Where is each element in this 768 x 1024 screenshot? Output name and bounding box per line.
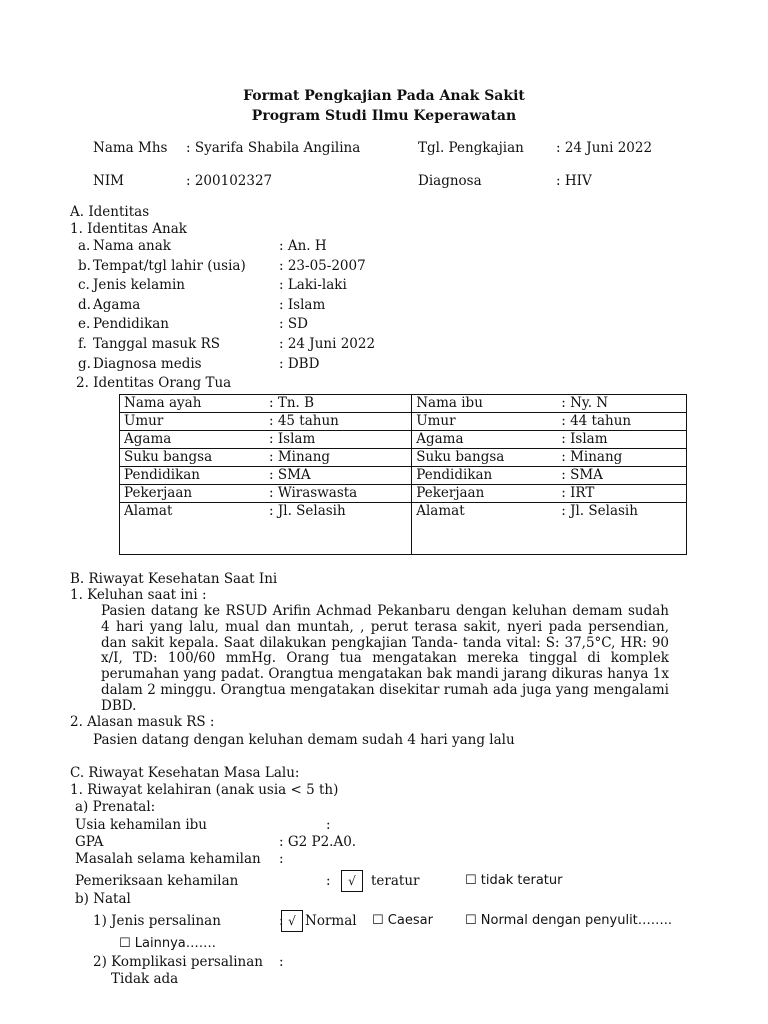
table-cell: Agama: [412, 431, 558, 449]
table-row: [120, 449, 687, 467]
pemeriksaan-colon: :: [326, 873, 331, 889]
table-row: [120, 503, 687, 555]
item-letter: b.: [78, 258, 91, 274]
teratur-checkbox[interactable]: √: [341, 870, 363, 892]
section-a-heading: A. Identitas: [70, 204, 150, 220]
alasan-text: Pasien datang dengan keluhan demam sudah 4 hari yang lalu: [93, 732, 515, 748]
table-row: [120, 413, 687, 431]
table-cell: Pekerjaan: [412, 485, 558, 503]
table-cell: : 45 tahun: [265, 413, 412, 431]
gpa-value: : G2 P2.A0.: [279, 834, 357, 850]
table-cell: : 44 tahun: [557, 413, 686, 431]
masalah-kehamilan-label: Masalah selama kehamilan: [75, 851, 261, 867]
normal-checkbox[interactable]: √: [281, 910, 303, 932]
section-c-heading: C. Riwayat Kesehatan Masa Lalu:: [70, 765, 300, 781]
item-label: Pendidikan: [93, 316, 170, 332]
table-cell: Pendidikan: [412, 467, 558, 485]
item-value: : Laki-laki: [279, 277, 347, 293]
table-cell: Alamat: [120, 503, 266, 555]
item-label: Tempat/tgl lahir (usia): [93, 258, 246, 274]
item-value: : An. H: [279, 238, 327, 254]
teratur-label: teratur: [371, 873, 420, 889]
table-row: [120, 485, 687, 503]
table-row: [120, 431, 687, 449]
item-label: Tanggal masuk RS: [93, 336, 220, 352]
tidak-teratur-option[interactable]: ☐ tidak teratur: [465, 873, 563, 888]
table-cell: : Tn. B: [265, 395, 412, 413]
table-cell: : SMA: [557, 467, 686, 485]
item-value: : Islam: [279, 297, 326, 313]
table-cell: Nama ayah: [120, 395, 266, 413]
usia-kehamilan-label: Usia kehamilan ibu: [75, 817, 208, 833]
nama-mhs-value: : Syarifa Shabila Angilina: [186, 140, 361, 156]
masalah-kehamilan-colon: :: [279, 851, 284, 867]
item-letter: g.: [78, 356, 91, 372]
table-cell: Agama: [120, 431, 266, 449]
jenis-persalinan-label: 1) Jenis persalinan: [93, 913, 221, 929]
jenis-persalinan-colon: :: [279, 913, 284, 929]
parents-table: [119, 394, 687, 555]
table-cell: Alamat: [412, 503, 558, 555]
gpa-label: GPA: [75, 834, 104, 850]
nim-label: NIM: [93, 173, 124, 189]
identitas-anak-heading: 1. Identitas Anak: [70, 221, 187, 237]
document-title: Format Pengkajian Pada Anak Sakit: [243, 88, 525, 104]
lainnya-option[interactable]: ☐ Lainnya…….: [119, 936, 216, 951]
item-letter: a.: [78, 238, 91, 254]
item-label: Jenis kelamin: [93, 277, 185, 293]
table-cell: Nama ibu: [412, 395, 558, 413]
keluhan-text: Pasien datang ke RSUD Arifin Achmad Pekanbaru dengan keluhan demam sudah 4 hari yang lalu, mual dan muntah, , perut terasa sakit, nyeri pada persendian, dan sakit kepala. Saat dilakukan pengkajian Tanda- tanda vital: S: 37,5°C, HR: 90 x/I, TD: 100/60 mmHg. Orang tua mengatakan mereka tinggal di komplek perumahan yang padat. Orangtua mengatakan bak mandi jarang dikuras hanya 1x dalam 2 minggu. Orangtua mengatakan disekitar rumah ada juga yang mengalami DBD.: [101, 603, 669, 714]
item-label: Diagnosa medis: [93, 356, 202, 372]
item-value: : 24 Juni 2022: [279, 336, 376, 352]
table-cell: : Jl. Selasih: [265, 503, 412, 555]
table-cell: : Islam: [265, 431, 412, 449]
item-value: : 23-05-2007: [279, 258, 366, 274]
komplikasi-persalinan-colon: :: [279, 954, 284, 970]
diagnosa-label: Diagnosa: [418, 173, 482, 189]
table-cell: : IRT: [557, 485, 686, 503]
caesar-option[interactable]: ☐ Caesar: [372, 913, 433, 928]
normal-label: Normal: [305, 913, 357, 929]
table-cell: Pekerjaan: [120, 485, 266, 503]
table-cell: : Minang: [265, 449, 412, 467]
item-value: : DBD: [279, 356, 320, 372]
table-cell: : Minang: [557, 449, 686, 467]
item-letter: c.: [78, 277, 90, 293]
riwayat-kelahiran-heading: 1. Riwayat kelahiran (anak usia < 5 th): [70, 782, 339, 798]
table-cell: Suku bangsa: [120, 449, 266, 467]
table-cell: Umur: [120, 413, 266, 431]
nim-value: : 200102327: [186, 173, 273, 189]
natal-heading: b) Natal: [75, 891, 131, 907]
table-cell: : Wiraswasta: [265, 485, 412, 503]
item-value: : SD: [279, 316, 308, 332]
tgl-pengkajian-label: Tgl. Pengkajian: [418, 140, 524, 156]
item-label: Nama anak: [93, 238, 171, 254]
prenatal-heading: a) Prenatal:: [75, 799, 156, 815]
table-cell: : Islam: [557, 431, 686, 449]
keluhan-label: 1. Keluhan saat ini :: [70, 587, 207, 603]
table-row: [120, 395, 687, 413]
table-row: [120, 467, 687, 485]
table-cell: Umur: [412, 413, 558, 431]
komplikasi-persalinan-label: 2) Komplikasi persalinan: [93, 954, 263, 970]
alasan-label: 2. Alasan masuk RS :: [70, 714, 215, 730]
item-label: Agama: [93, 297, 141, 313]
normal-penyulit-option[interactable]: ☐ Normal dengan penyulit……..: [465, 913, 673, 928]
table-cell: : SMA: [265, 467, 412, 485]
table-cell: : Ny. N: [557, 395, 686, 413]
tgl-pengkajian-value: : 24 Juni 2022: [556, 140, 653, 156]
diagnosa-value: : HIV: [556, 173, 592, 189]
tidak-ada-text: Tidak ada: [111, 971, 179, 987]
identitas-orang-tua-heading: 2. Identitas Orang Tua: [76, 375, 232, 391]
usia-kehamilan-colon: :: [326, 817, 331, 833]
pemeriksaan-kehamilan-label: Pemeriksaan kehamilan: [75, 873, 239, 889]
table-cell: : Jl. Selasih: [557, 503, 686, 555]
table-cell: Suku bangsa: [412, 449, 558, 467]
document-subtitle: Program Studi Ilmu Keperawatan: [251, 108, 517, 124]
nama-mhs-label: Nama Mhs: [93, 140, 168, 156]
section-b-heading: B. Riwayat Kesehatan Saat Ini: [70, 571, 278, 587]
item-letter: f.: [78, 336, 87, 352]
item-letter: e.: [78, 316, 91, 332]
item-letter: d.: [78, 297, 91, 313]
table-cell: Pendidikan: [120, 467, 266, 485]
